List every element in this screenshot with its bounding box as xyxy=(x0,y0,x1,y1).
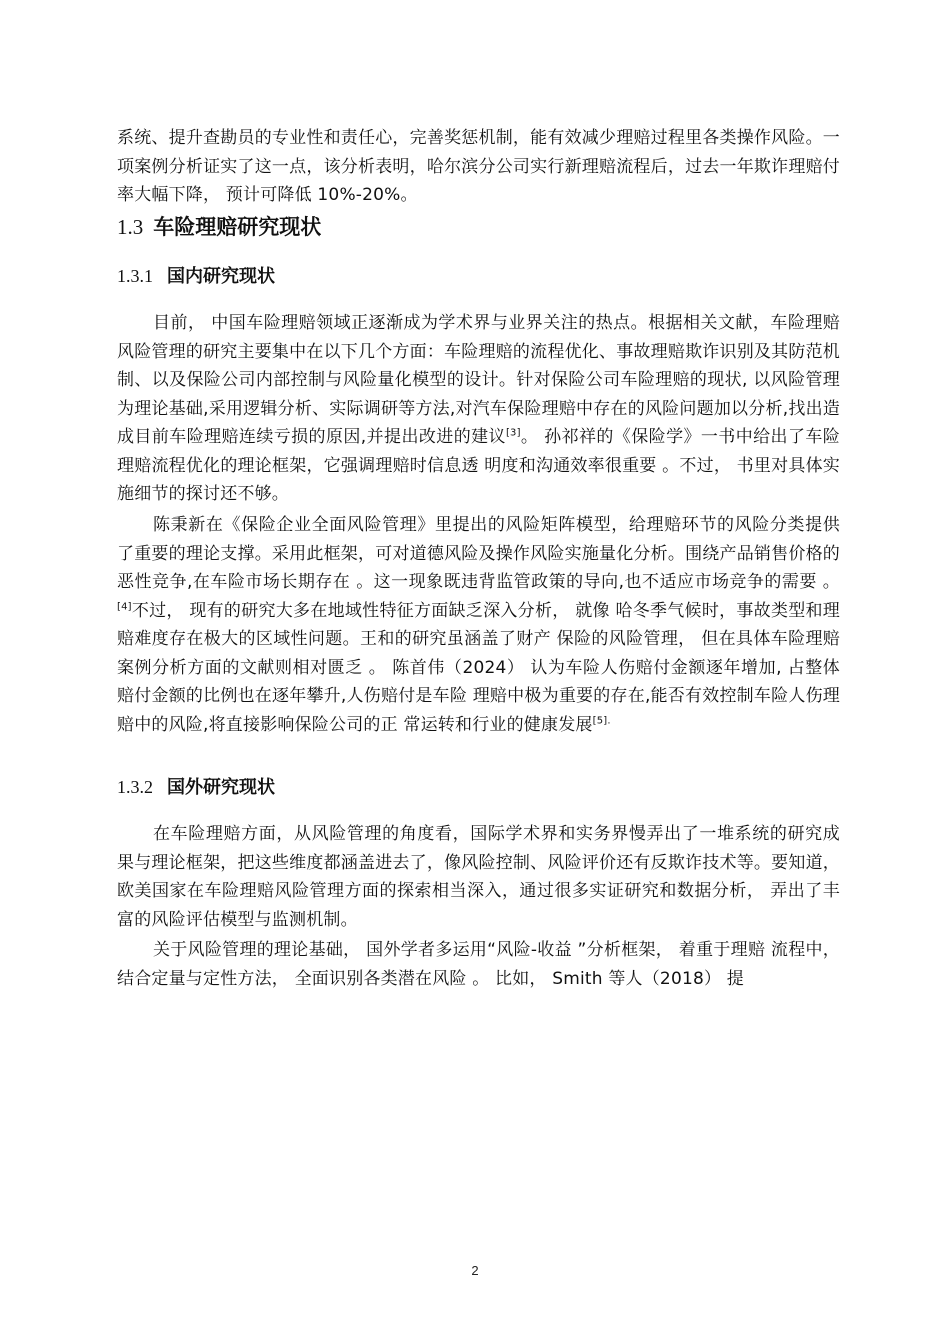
subsection-title: 国外研究现状 xyxy=(167,777,275,798)
subsection-number: 1.3.1 xyxy=(117,266,153,286)
domestic-paragraph-1-block xyxy=(117,309,840,509)
subsection2-heading-block xyxy=(117,773,840,802)
subsection-heading-foreign xyxy=(117,773,840,802)
intro-paragraph-block xyxy=(117,124,840,210)
subsection1-heading-block xyxy=(117,262,840,291)
paragraph-text-tail: 不过， 现有的研究大多在地域性特征方面缺乏深入分析， 就像 哈冬季气候时，事故类型和理赔难度存在极大的区域性问题。王和的研究虽涵盖了财产 保险的风险管理， 但在具体车险理赔案例分析方面的文献则相对匮乏 。 陈首伟（2024） 认为车险人伤赔付金额逐年增加, 占整体赔付金额的比例也在逐年攀升,人伤赔付是车险 理赔中极为重要的存在,能否有效控制车险人伤理赔中的风险,将直接影响保险公司的正 常运转和行业的健康发展 xyxy=(117,600,840,735)
foreign-paragraph-2: 关于风险管理的理论基础， 国外学者多运用“风险-收益 ”分析框架， 着重于理赔 流程中， 结合定量与定性方法， 全面识别各类潜在风险 。 比如， Smith 等人（2018） 提 xyxy=(117,940,840,989)
foreign-paragraph-1-block xyxy=(117,820,840,934)
paragraph-text: 陈秉新在《保险企业全面风险管理》里提出的风险矩阵模型，给理赔环节的风险分类提供了重要的理论支撑。采用此框架，可对道德风险及操作风险实施量化分析。围绕产品销售价格的恶性竞争,在车险市场长期存在 。这一现象既违背监管政策的导向,也不适应市场竞争的需要 。 xyxy=(117,515,840,592)
section-heading xyxy=(117,212,840,242)
domestic-paragraph-2 xyxy=(117,511,840,739)
subsection-title: 国内研究现状 xyxy=(167,266,275,287)
citation-ref: [5]. xyxy=(592,714,611,726)
section-heading-block xyxy=(117,212,840,242)
section-number: 1.3 xyxy=(117,215,144,239)
subsection-heading-domestic xyxy=(117,262,840,291)
foreign-paragraph-2-block xyxy=(117,936,840,993)
domestic-paragraph-2-block xyxy=(117,511,840,739)
foreign-paragraph-1: 在车险理赔方面，从风险管理的角度看，国际学术界和实务界慢弄出了一堆系统的研究成果与理论框架，把这些维度都涵盖进去了，像风险控制、风险评价还有反欺诈技术等。要知道，欧美国家在车险理赔风险管理方面的探索相当深入，通过很多实证研究和数据分析， 弄出了丰富的风险评估模型与监测机制。 xyxy=(117,824,840,930)
paragraph-text: 目前， 中国车险理赔领域正逐渐成为学术界与业界关注的热点。根据相关文献，车险理赔风险管理的研究主要集中在以下几个方面：车险理赔的流程优化、事故理赔欺诈识别及其防范机制、以及保险公司内部控制与风险量化模型的设计。针对保险公司车险理赔的现状, 以风险管理为理论基础,采用逻辑分析、实际调研等方法,对汽车保险理赔中存在的风险问题加以分析,找出造成目前车险理赔连续亏损的原因,并提出改进的建议 xyxy=(117,313,840,447)
citation-ref: [4] xyxy=(117,600,132,612)
intro-paragraph: 系统、提升查勘员的专业性和责任心，完善奖惩机制，能有效减少理赔过程里各类操作风险。一项案例分析证实了这一点，该分析表明，哈尔滨分公司实行新理赔流程后，过去一年欺诈理赔付率大幅下降， 预计可降低 10%-20%。 xyxy=(117,128,840,205)
subsection-number: 1.3.2 xyxy=(117,777,153,797)
domestic-paragraph-1 xyxy=(117,309,840,509)
section-title: 车险理赔研究现状 xyxy=(153,215,322,239)
paragraph-text-tail: 。 孙祁祥的《保险学》一书中给出了车险理赔流程优化的理论框架，它强调理赔时信息透 明度和沟通效率很重要 。不过， 书里对具体实施细节的探讨还不够。 xyxy=(117,427,841,504)
page-number: 2 xyxy=(471,1263,479,1278)
citation-ref: [3] xyxy=(505,427,521,439)
